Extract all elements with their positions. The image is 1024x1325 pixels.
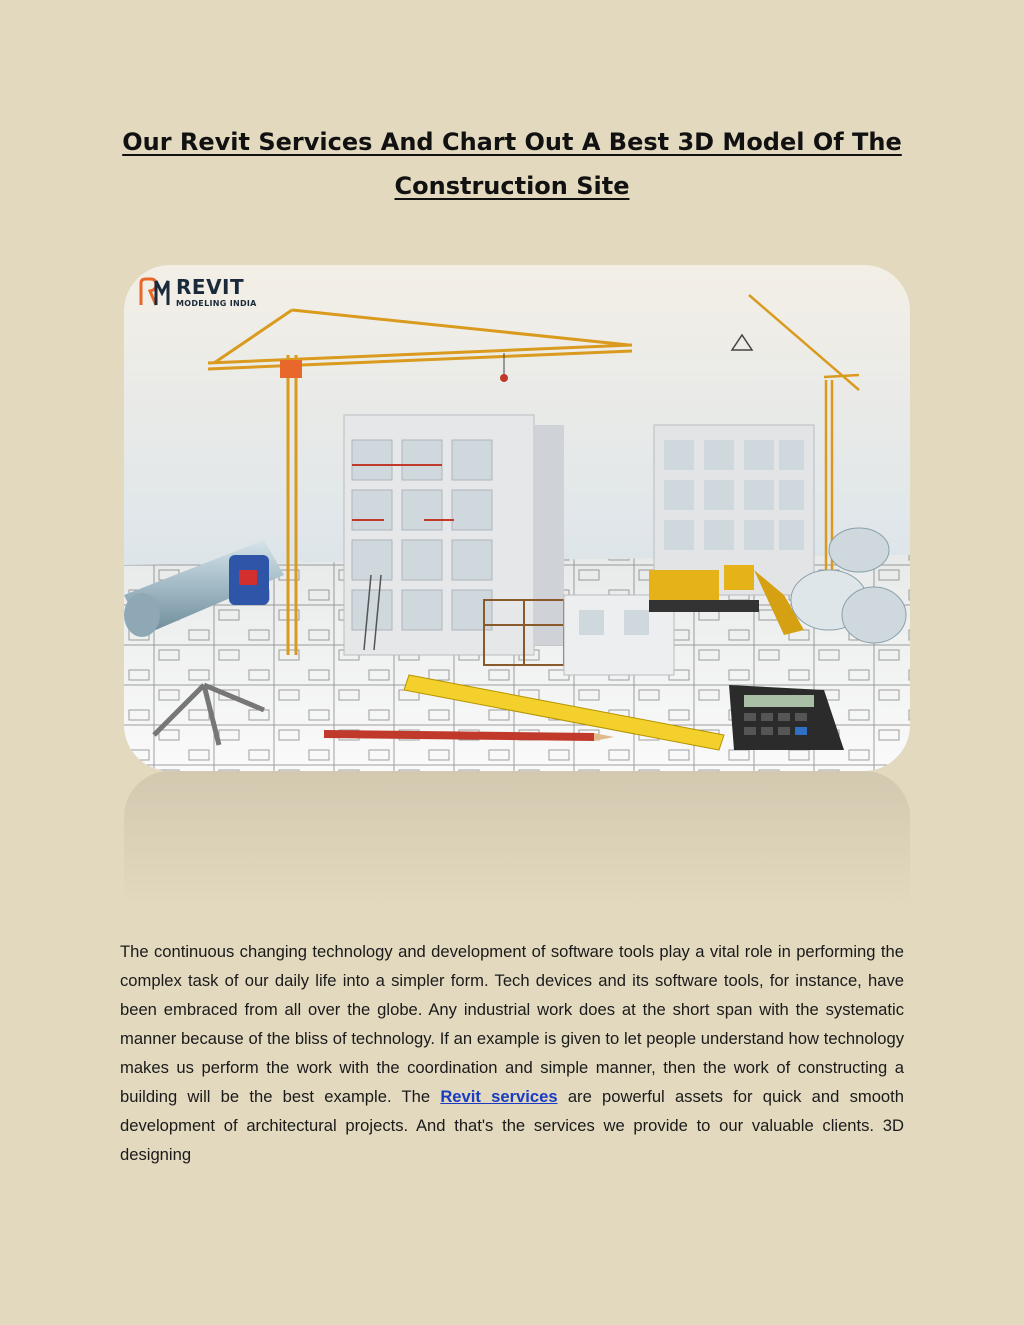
paragraph-text-after-link: are powerful assets for quick and smooth development of architectural projects. And that's the services we provide to our valuable clients. 3D designing [120,1087,904,1164]
page-title-line-1: Our Revit Services And Chart Out A Best 3D Model Of The [122,128,902,156]
page-title [120,120,904,208]
logo-sub-text: MODELING INDIA [176,298,257,308]
main-building-graphic [344,415,564,665]
construction-site-illustration [124,265,910,771]
revit-services-link[interactable]: Revit services [440,1087,558,1106]
page-title-line-2: Construction Site [394,172,630,200]
rmi-logo-icon [138,275,172,309]
construction-scene-graphic [124,265,910,771]
hero-image-reflection [124,771,910,905]
body-paragraph [120,937,904,1169]
company-logo [138,275,257,309]
logo-main-text: REVIT [176,274,245,299]
hero-image-frame [124,265,910,905]
paragraph-text-before-link: The continuous changing technology and development of software tools play a vital role in performing the complex task of our daily life into a simpler form. Tech devices and its software tools, for instance, have been embraced from all over the globe. Any industrial work does at the short span with the systematic manner because of the bliss of technology. If an example is given to let people understand how technology makes us perform the work with the coordination and simple manner, then the work of constructing a building will be the best example. The [120,942,904,1106]
